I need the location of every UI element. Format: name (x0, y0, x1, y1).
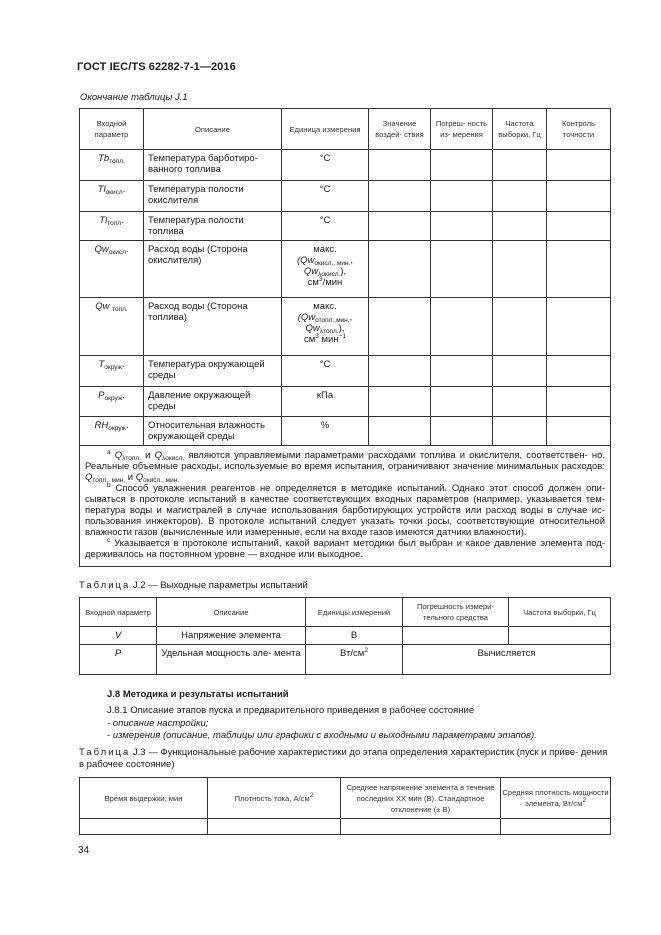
param-symbol: $P_{окруж}$. (80, 387, 144, 417)
table-j3-header: Плотность тока, $А/см^2$ (208, 778, 341, 819)
param-symbol: $RH_{окруж}$. (80, 417, 144, 446)
footnote-b: $^b$ Способ увлажнения реагентов не определяется в методике испытаний. Однако этот способ должен опи- сываться в протоколе испытаний в качестве соответствующих входных параметров (например, указывается тем- пература воды и магистралей в случае использования барботирующих устройств или расход воды в случае ис- пользования инжекторов). В протоколе испытаний следует указать точки росы, соответствующие относительной влажности газов (вычисленные или измеренные, если на входе газов имеются датчики влажности). (85, 482, 605, 538)
table-row (80, 241, 611, 298)
table-j1-header: Входной параметр (80, 109, 144, 150)
param-description: Давление окружающей среды (144, 387, 282, 417)
table-j2-header: Частота выборки, Гц (509, 598, 611, 627)
table-j1-header: Значение воздей- ствия (369, 109, 431, 150)
param-description: Удельная мощность эле- мента (157, 645, 306, 675)
param-unit: $Вт/см^2$ (306, 645, 403, 675)
table-j3-header: Время выдержки, мин (80, 778, 208, 819)
table-j1-header: Описание (144, 109, 282, 150)
table-j2-header-row (80, 598, 611, 627)
table-j2-header: Входной параметр (80, 598, 157, 627)
page-number: 34 (78, 845, 90, 856)
table-row (80, 417, 611, 446)
param-description: Температура полости топлива (144, 212, 282, 241)
param-unit: макс. ($Qw_{окисл., мин.}$, $Qw_{\lambda окисл.}$), $см^3$/мин (282, 241, 369, 298)
section-paragraph: J.8.1 Описание этапов пуска и предварительного приведения в рабочее состояние (107, 705, 475, 716)
param-description: Расход воды (Сторона окислителя) (144, 241, 282, 298)
table-j2-caption: Таблица J.2 — Выходные параметры испытаний (79, 580, 308, 591)
table-row (80, 645, 611, 675)
table-row (80, 387, 611, 417)
section-bullet: - измерения (описание, таблицы или графики с входными и выходными параметрами этапов). (107, 730, 537, 741)
param-unit: макс. ($Qw_{отопл.,мин.}$, $Qw_{\lambda топл.}$), $см^3$ мин$^{-1}$ (282, 298, 369, 356)
param-unit: °C (282, 150, 369, 181)
param-unit: % (282, 417, 369, 446)
table-j1-header: Погреш- ность из- мерения (431, 109, 493, 150)
table-row (80, 298, 611, 356)
param-description: Температура окружающей среды (144, 356, 282, 387)
param-symbol: Qw $_{топл.}$ (80, 298, 144, 356)
param-unit: °C (282, 356, 369, 387)
table-j3-header-row (80, 778, 611, 819)
param-description: Напряжение элемента (157, 627, 306, 645)
param-unit: В (306, 627, 403, 645)
table-row (80, 819, 611, 835)
table-j2 (79, 597, 611, 675)
table-j2-header: Описание (157, 598, 306, 627)
table-row (80, 150, 611, 181)
table-j1-header: Частота выборки, Гц (493, 109, 547, 150)
table-j1-header-row (80, 109, 611, 150)
table-j1 (79, 108, 611, 567)
table-row (80, 212, 611, 241)
param-symbol: $Tl_{окисл}$. (80, 181, 144, 212)
param-unit: °C (282, 181, 369, 212)
param-symbol: $T_{окруж}$. (80, 356, 144, 387)
table-j3-header: Средняя плотность мощности элемента, $Вт/см^2$ (501, 778, 611, 819)
table-j1-header: Единица измерения (282, 109, 369, 150)
param-description: Температура полости окислителя (144, 181, 282, 212)
param-unit: °C (282, 212, 369, 241)
param-description: Расход воды (Сторона топлива) (144, 298, 282, 356)
param-symbol: $Tb_{топл.}$ (80, 150, 144, 181)
table-row (80, 181, 611, 212)
table-j1-header: Контроль точности (547, 109, 611, 150)
table-j1-footnotes-row (80, 446, 611, 567)
table-j3-header: Среднее напряжение элемента в течение последних XX мин (В). Стандартное отклонение (± В) (341, 778, 501, 819)
section-heading: J.8 Методика и результаты испытаний (107, 689, 289, 700)
document-header: ГОСТ IEC/TS 62282-7-1—2016 (77, 61, 236, 73)
table-row (80, 627, 611, 645)
param-symbol: $Qw_{окисл}$. (80, 241, 144, 298)
table-j1-caption: Окончание таблицы J.1 (80, 92, 188, 103)
calculated-note: Вычисляется (403, 645, 611, 675)
param-symbol: P (80, 645, 157, 675)
table-j3 (79, 777, 611, 835)
table-j1-footnotes (80, 446, 611, 567)
param-symbol: $Tl_{топл}$. (80, 212, 144, 241)
table-j2-header: Погрешность измери- тельного средства (403, 598, 509, 627)
param-symbol: V (80, 627, 157, 645)
section-bullet: - описание настройки; (107, 718, 209, 729)
footnote-c: $^c$ Указывается в протоколе испытаний, какой вариант методики был выбран и какое давление элемента под- держивалось на постоянном уровне — входное или выходное. (85, 537, 605, 560)
table-j2-header: Единицы измерений (306, 598, 403, 627)
param-unit: кПа (282, 387, 369, 417)
param-description: Относительная влажность окружающей среды (144, 417, 282, 446)
footnote-a: $^a$ $Q_{\lambda топл.}$ и $Q_{\lambda окисл.}$ являются управляемыми параметрами расходами топлива и окислителя, соответствен- но. Реальные объемные расходы, используемые во время испытания, ограничивают значение минимальных расходов: $Q_{топл., мин.}$ и $Q_{окисл., мин.}$ (85, 449, 605, 484)
param-description: Температура барботиро- ванного топлива (144, 150, 282, 181)
table-row (80, 356, 611, 387)
table-j3-caption: Таблица J.3 — Функциональные рабочие характеристики до этапа определения характеристик (пуск и приве- дения в рабочее состояние) (79, 747, 608, 770)
